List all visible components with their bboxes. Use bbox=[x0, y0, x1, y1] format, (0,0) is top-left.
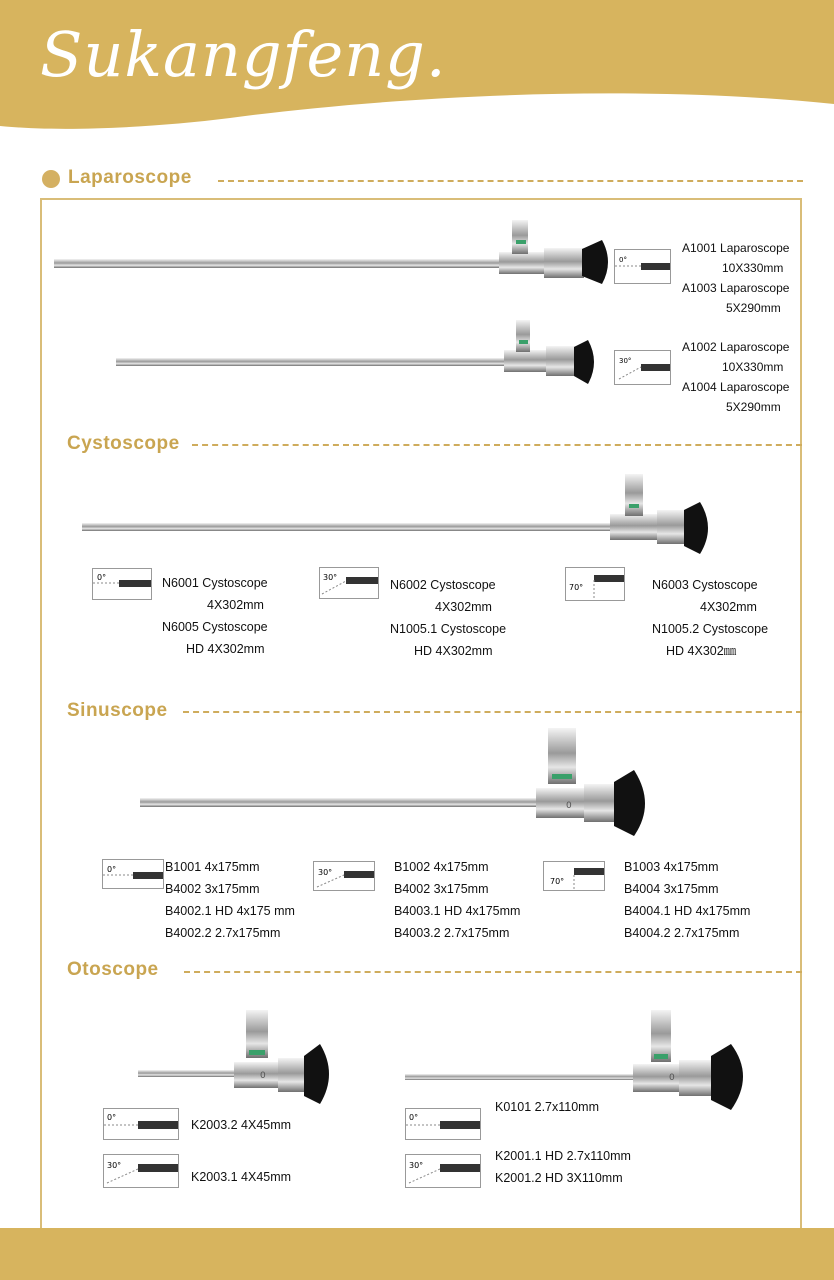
angle-thumbnail-30 bbox=[405, 1154, 481, 1188]
product-code: N6002 Cystoscope bbox=[390, 578, 496, 592]
angle-thumbnail-0 bbox=[614, 249, 671, 284]
product-code: B1001 4x175mm bbox=[165, 860, 260, 874]
product-code: K2001.2 HD 3X110mm bbox=[495, 1171, 623, 1185]
eyepiece-mark: 0 bbox=[566, 801, 572, 811]
product-code: A1001 Laparoscope bbox=[682, 241, 790, 255]
header-banner bbox=[0, 0, 834, 140]
section-divider bbox=[192, 444, 802, 446]
cystoscope-label-group-1 bbox=[162, 572, 268, 660]
otoscope-image-1 bbox=[138, 1008, 338, 1108]
angle-label: 0° bbox=[619, 256, 627, 264]
cystoscope-label-group-2 bbox=[390, 574, 506, 662]
product-code: B4004.2 2.7x175mm bbox=[624, 926, 740, 940]
laparoscope-label-group-1 bbox=[682, 238, 789, 318]
section-divider bbox=[183, 711, 802, 713]
product-code: N6001 Cystoscope bbox=[162, 576, 268, 590]
product-code: N6005 Cystoscope bbox=[162, 620, 268, 634]
angle-thumbnail-0 bbox=[405, 1108, 481, 1140]
angle-label: 0° bbox=[107, 1113, 117, 1122]
eyepiece-mark: 0 bbox=[260, 1071, 266, 1081]
angle-thumbnail-30 bbox=[614, 350, 671, 385]
angle-thumbnail-70 bbox=[565, 567, 625, 601]
product-code: B1003 4x175mm bbox=[624, 860, 719, 874]
product-code: K2003.1 4X45mm bbox=[191, 1170, 292, 1184]
angle-thumbnail-70 bbox=[543, 861, 605, 891]
product-code: B4002 3x175mm bbox=[394, 882, 489, 896]
angle-thumbnail-30 bbox=[103, 1154, 179, 1188]
product-size: 4X302mm bbox=[207, 598, 264, 612]
product-size: 5X290mm bbox=[726, 400, 781, 414]
product-code: A1002 Laparoscope bbox=[682, 340, 790, 354]
sinuscope-label-group-2 bbox=[394, 856, 520, 944]
product-code: A1004 Laparoscope bbox=[682, 380, 790, 394]
product-size: 4X302mm bbox=[700, 600, 757, 614]
section-title-sinuscope: Sinuscope bbox=[67, 700, 168, 721]
product-code: B4003.1 HD 4x175mm bbox=[394, 904, 521, 918]
product-code: B1002 4x175mm bbox=[394, 860, 489, 874]
product-code: N1005.2 Cystoscope bbox=[652, 622, 769, 636]
product-code: B4002.1 HD 4x175 mm bbox=[165, 904, 295, 918]
angle-label: 30° bbox=[318, 868, 333, 877]
section-title-laparoscope: Laparoscope bbox=[68, 167, 192, 188]
angle-thumbnail-0 bbox=[92, 568, 152, 600]
angle-thumbnail-0 bbox=[103, 1108, 179, 1140]
brand-logo: Sukangfeng. bbox=[40, 18, 447, 91]
cystoscope-image bbox=[82, 470, 716, 560]
product-code: A1003 Laparoscope bbox=[682, 281, 790, 295]
product-size: HD 4X302㎜ bbox=[666, 644, 737, 658]
otoscope-label-1 bbox=[191, 1114, 291, 1136]
laparoscope-image-1 bbox=[54, 216, 614, 288]
product-code: B4004.1 HD 4x175mm bbox=[624, 904, 751, 918]
otoscope-label-3 bbox=[495, 1096, 599, 1118]
product-code: K2003.2 4X45mm bbox=[191, 1118, 292, 1132]
angle-label: 70° bbox=[550, 877, 565, 886]
product-code: N6003 Cystoscope bbox=[652, 578, 758, 592]
product-code: B4004 3x175mm bbox=[624, 882, 719, 896]
angle-label: 0° bbox=[409, 1113, 419, 1122]
product-size: HD 4X302mm bbox=[186, 642, 265, 656]
product-size: HD 4X302mm bbox=[414, 644, 493, 658]
angle-thumbnail-30 bbox=[319, 567, 379, 599]
product-code: N1005.1 Cystoscope bbox=[390, 622, 507, 636]
otoscope-label-2 bbox=[191, 1166, 291, 1188]
angle-label: 0° bbox=[97, 573, 107, 582]
angle-label: 0° bbox=[107, 865, 117, 874]
eyepiece-mark: 0 bbox=[669, 1073, 675, 1083]
product-size: 10X330mm bbox=[722, 360, 784, 374]
product-code: K2001.1 HD 2.7x110mm bbox=[495, 1149, 631, 1163]
angle-thumbnail-30 bbox=[313, 861, 375, 891]
product-code: B4002 3x175mm bbox=[165, 882, 260, 896]
footer-band bbox=[0, 1228, 834, 1280]
section-divider bbox=[218, 180, 803, 182]
product-size: 5X290mm bbox=[726, 301, 781, 315]
section-divider bbox=[184, 971, 802, 973]
angle-label: 30° bbox=[409, 1161, 424, 1170]
cystoscope-label-group-3 bbox=[652, 574, 768, 662]
angle-label: 30° bbox=[619, 357, 632, 365]
product-size: 10X330mm bbox=[722, 261, 784, 275]
product-code: B4003.2 2.7x175mm bbox=[394, 926, 510, 940]
angle-label: 30° bbox=[323, 573, 338, 582]
otoscope-label-4 bbox=[495, 1145, 631, 1189]
product-code: B4002.2 2.7x175mm bbox=[165, 926, 281, 940]
product-code: K0101 2.7x110mm bbox=[495, 1100, 599, 1114]
sinuscope-image bbox=[140, 726, 656, 842]
angle-thumbnail-0 bbox=[102, 859, 164, 889]
angle-label: 30° bbox=[107, 1161, 122, 1170]
section-title-otoscope: Otoscope bbox=[67, 959, 159, 980]
sinuscope-label-group-3 bbox=[624, 856, 750, 944]
laparoscope-image-2 bbox=[116, 316, 600, 388]
angle-label: 70° bbox=[569, 583, 584, 592]
product-size: 4X302mm bbox=[435, 600, 492, 614]
section-bullet bbox=[42, 170, 60, 188]
sinuscope-label-group-1 bbox=[165, 856, 295, 944]
laparoscope-label-group-2 bbox=[682, 337, 789, 417]
section-title-cystoscope: Cystoscope bbox=[67, 433, 180, 454]
